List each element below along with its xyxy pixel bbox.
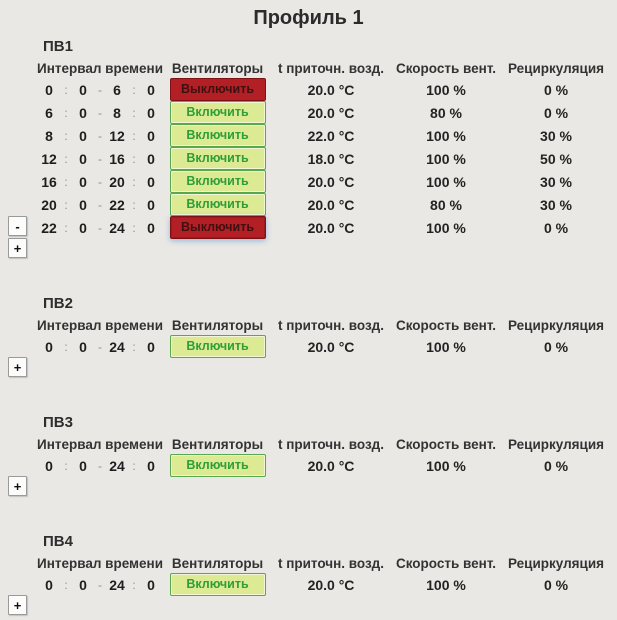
column-header: Вентиляторы: [171, 317, 264, 333]
time-start-minute: 0: [79, 81, 87, 98]
add-interval-button[interactable]: +: [8, 238, 27, 258]
time-start-minute: 0: [79, 219, 87, 236]
recirculation-value: 30 %: [540, 173, 572, 190]
fan-toggle-button[interactable]: Выключить: [170, 78, 266, 101]
time-start-minute: 0: [79, 150, 87, 167]
time-colon-icon: :: [64, 128, 68, 143]
time-start-hour: 6: [45, 104, 53, 121]
add-interval-button[interactable]: +: [8, 476, 27, 496]
time-colon-icon: :: [132, 128, 136, 143]
time-dash-icon: -: [98, 577, 102, 592]
fan-toggle-button[interactable]: Включить: [170, 454, 266, 477]
fan-cell: [165, 170, 270, 193]
time-interval: [35, 82, 165, 98]
column-header: Интервал времени: [36, 436, 163, 452]
column-headers: [35, 58, 617, 78]
time-colon-icon: :: [132, 339, 136, 354]
time-dash-icon: -: [98, 220, 102, 235]
fan-speed-value: 100 %: [426, 127, 466, 144]
time-end-minute: 0: [147, 196, 155, 213]
fan-cell: [165, 335, 270, 358]
fan-speed-value: 80 %: [430, 104, 462, 121]
time-colon-icon: :: [132, 458, 136, 473]
column-headers: [35, 553, 617, 573]
fan-speed-value: 100 %: [426, 457, 466, 474]
time-dash-icon: -: [98, 197, 102, 212]
time-start-hour: 0: [45, 81, 53, 98]
section-label: ПВ3: [43, 414, 73, 431]
column-header: t приточн. возд.: [277, 555, 384, 571]
fan-toggle-button[interactable]: Включить: [170, 147, 266, 170]
fan-speed-value: 100 %: [426, 81, 466, 98]
time-interval: [35, 339, 165, 355]
section-pv2: [13, 293, 617, 382]
time-dash-icon: -: [98, 151, 102, 166]
section-pv4: [13, 531, 617, 620]
fan-cell: [165, 147, 270, 170]
time-colon-icon: :: [64, 105, 68, 120]
fan-speed-value: 100 %: [426, 576, 466, 593]
table-row: [35, 101, 617, 124]
remove-interval-button[interactable]: -: [8, 216, 27, 236]
table-row: [35, 573, 617, 596]
time-end-minute: 0: [147, 338, 155, 355]
column-header: t приточн. возд.: [277, 317, 384, 333]
fan-speed-value: 100 %: [426, 150, 466, 167]
time-colon-icon: :: [64, 339, 68, 354]
fan-toggle-button[interactable]: Включить: [170, 573, 266, 596]
table-row: [35, 193, 617, 216]
time-start-minute: 0: [79, 576, 87, 593]
fan-cell: [165, 101, 270, 124]
column-header: Скорость вент.: [395, 555, 497, 571]
column-header: Рециркуляция: [507, 555, 605, 571]
recirculation-value: 0 %: [543, 576, 569, 593]
fan-speed-value: 100 %: [426, 173, 466, 190]
supply-air-temp-value: 18.0 °C: [307, 150, 355, 167]
fan-toggle-button[interactable]: Включить: [170, 335, 266, 358]
section-label: ПВ2: [43, 295, 73, 312]
time-colon-icon: :: [132, 105, 136, 120]
column-header: Рециркуляция: [507, 317, 605, 333]
fan-toggle-button[interactable]: Включить: [170, 124, 266, 147]
time-colon-icon: :: [132, 577, 136, 592]
fan-cell: [165, 124, 270, 147]
table-row: [35, 147, 617, 170]
time-dash-icon: -: [98, 128, 102, 143]
column-header: Вентиляторы: [171, 436, 264, 452]
table-row: [35, 78, 617, 101]
time-end-minute: 0: [147, 104, 155, 121]
column-header: Скорость вент.: [395, 436, 497, 452]
time-end-hour: 24: [109, 576, 125, 593]
time-start-hour: 0: [45, 576, 53, 593]
recirculation-value: 0 %: [543, 457, 569, 474]
column-header: Вентиляторы: [171, 555, 264, 571]
time-start-minute: 0: [79, 173, 87, 190]
fan-speed-value: 80 %: [430, 196, 462, 213]
supply-air-temp-value: 20.0 °C: [307, 338, 355, 355]
time-end-hour: 20: [109, 173, 125, 190]
section-pv1: [13, 36, 617, 263]
time-end-minute: 0: [147, 576, 155, 593]
time-end-minute: 0: [147, 173, 155, 190]
time-colon-icon: :: [64, 458, 68, 473]
section-pv3: [13, 412, 617, 501]
time-interval: [35, 458, 165, 474]
section-label: ПВ1: [43, 38, 73, 55]
supply-air-temp-value: 20.0 °C: [307, 219, 355, 236]
sections-container: [0, 36, 617, 620]
time-start-minute: 0: [79, 127, 87, 144]
time-interval: [35, 151, 165, 167]
column-header: t приточн. возд.: [277, 436, 384, 452]
fan-speed-value: 100 %: [426, 338, 466, 355]
time-colon-icon: :: [64, 151, 68, 166]
time-start-hour: 12: [41, 150, 57, 167]
column-header: Рециркуляция: [507, 60, 605, 76]
time-start-hour: 0: [45, 457, 53, 474]
time-start-hour: 22: [41, 219, 57, 236]
time-end-hour: 12: [109, 127, 125, 144]
section-label: ПВ4: [43, 533, 73, 550]
fan-cell: [165, 193, 270, 216]
time-colon-icon: :: [132, 197, 136, 212]
time-dash-icon: -: [98, 105, 102, 120]
fan-toggle-button[interactable]: Включить: [170, 193, 266, 216]
column-headers: [35, 315, 617, 335]
recirculation-value: 0 %: [543, 81, 569, 98]
time-interval: [35, 220, 165, 236]
fan-speed-value: 100 %: [426, 219, 466, 236]
recirculation-value: 30 %: [540, 196, 572, 213]
time-colon-icon: :: [132, 82, 136, 97]
column-header: Скорость вент.: [395, 317, 497, 333]
column-headers: [35, 434, 617, 454]
time-end-hour: 24: [109, 338, 125, 355]
time-start-minute: 0: [79, 338, 87, 355]
time-colon-icon: :: [64, 220, 68, 235]
time-start-hour: 20: [41, 196, 57, 213]
column-header: Вентиляторы: [171, 60, 264, 76]
supply-air-temp-value: 20.0 °C: [307, 104, 355, 121]
fan-toggle-button[interactable]: Выключить: [170, 216, 266, 239]
time-end-minute: 0: [147, 457, 155, 474]
time-end-hour: 8: [113, 104, 121, 121]
table-row: [35, 216, 617, 239]
time-interval: [35, 174, 165, 190]
time-end-hour: 22: [109, 196, 125, 213]
time-colon-icon: :: [132, 151, 136, 166]
time-end-minute: 0: [147, 219, 155, 236]
supply-air-temp-value: 22.0 °C: [307, 127, 355, 144]
table-row: [35, 454, 617, 477]
time-end-minute: 0: [147, 127, 155, 144]
add-interval-button[interactable]: +: [8, 357, 27, 377]
fan-cell: [165, 454, 270, 477]
column-header: t приточн. возд.: [277, 60, 384, 76]
time-end-hour: 16: [109, 150, 125, 167]
recirculation-value: 0 %: [543, 338, 569, 355]
time-colon-icon: :: [64, 174, 68, 189]
fan-toggle-button[interactable]: Включить: [170, 101, 266, 124]
time-end-hour: 6: [113, 81, 121, 98]
add-interval-button[interactable]: +: [8, 595, 27, 615]
time-colon-icon: :: [132, 174, 136, 189]
time-interval: [35, 128, 165, 144]
time-start-hour: 8: [45, 127, 53, 144]
recirculation-value: 50 %: [540, 150, 572, 167]
time-colon-icon: :: [64, 197, 68, 212]
time-dash-icon: -: [98, 339, 102, 354]
table-row: [35, 335, 617, 358]
time-start-minute: 0: [79, 457, 87, 474]
table-row: [35, 170, 617, 193]
fan-cell: [165, 573, 270, 596]
recirculation-value: 30 %: [540, 127, 572, 144]
time-colon-icon: :: [64, 82, 68, 97]
supply-air-temp-value: 20.0 °C: [307, 173, 355, 190]
supply-air-temp-value: 20.0 °C: [307, 457, 355, 474]
time-start-hour: 16: [41, 173, 57, 190]
column-header: Интервал времени: [36, 555, 163, 571]
supply-air-temp-value: 20.0 °C: [307, 576, 355, 593]
time-end-hour: 24: [109, 219, 125, 236]
column-header: Скорость вент.: [395, 60, 497, 76]
fan-cell: [165, 78, 270, 101]
time-colon-icon: :: [64, 577, 68, 592]
time-dash-icon: -: [98, 174, 102, 189]
time-interval: [35, 577, 165, 593]
time-interval: [35, 105, 165, 121]
time-start-minute: 0: [79, 104, 87, 121]
fan-toggle-button[interactable]: Включить: [170, 170, 266, 193]
time-start-minute: 0: [79, 196, 87, 213]
column-header: Интервал времени: [36, 317, 163, 333]
time-colon-icon: :: [132, 220, 136, 235]
time-end-minute: 0: [147, 81, 155, 98]
column-header: Рециркуляция: [507, 436, 605, 452]
time-start-hour: 0: [45, 338, 53, 355]
page-title: Профиль 1: [253, 7, 364, 29]
table-row: [35, 124, 617, 147]
recirculation-value: 0 %: [543, 104, 569, 121]
time-end-hour: 24: [109, 457, 125, 474]
time-end-minute: 0: [147, 150, 155, 167]
time-interval: [35, 197, 165, 213]
fan-cell: [165, 216, 270, 239]
time-dash-icon: -: [98, 458, 102, 473]
supply-air-temp-value: 20.0 °C: [307, 81, 355, 98]
column-header: Интервал времени: [36, 60, 163, 76]
time-dash-icon: -: [98, 82, 102, 97]
supply-air-temp-value: 20.0 °C: [307, 196, 355, 213]
recirculation-value: 0 %: [543, 219, 569, 236]
